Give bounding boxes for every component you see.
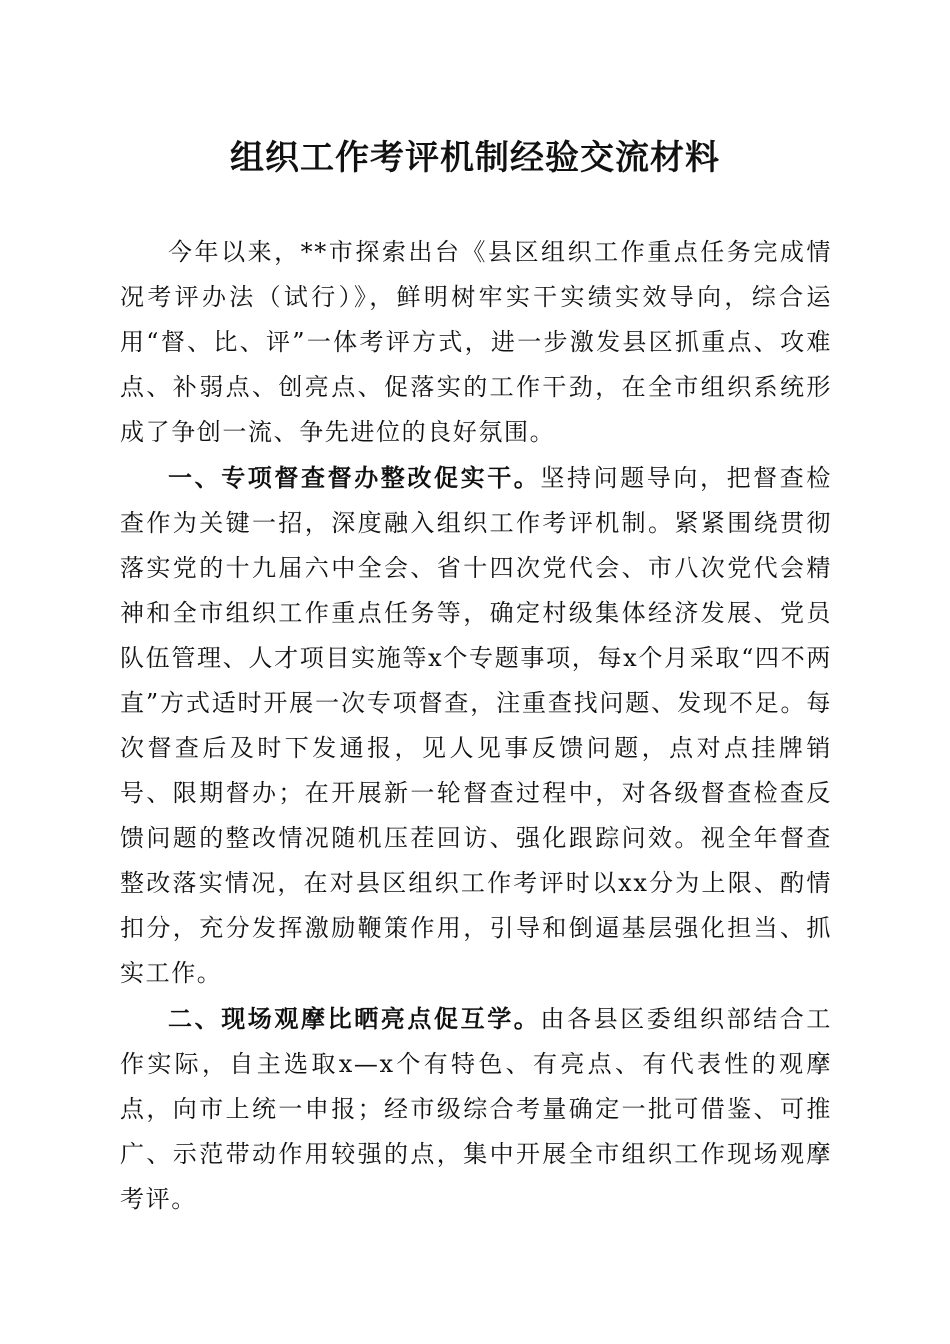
section-text-1: 坚持问题导向，把督查检查作为关键一招，深度融入组织工作考评机制。紧紧围绕贯彻落实党的十九届六中全会、省十四次党代会、市八次党代会精神和全市组织工作重点任务等，确定村级集体经济发展、党员队伍管理、人才项目实施等x个专题事项，每x个月采取“四不两直”方式适时开展一次专项督查，注重查找问题、发现不足。每次督查后及时下发通报，见人见事反馈问题，点对点挂牌销号、限期督办；在开展新一轮督查过程中，对各级督查检查反馈问题的整改情况随机压茬回访、强化跟踪问效。视全年督查整改落实情况，在对县区组织工作考评时以xx分为上限、酌情扣分，充分发挥激励鞭策作用，引导和倒逼基层强化担当、抓实工作。	[120, 464, 832, 987]
document-body	[120, 230, 832, 1222]
section-heading-2: 二、现场观摩比晒亮点促互学。	[168, 1004, 541, 1033]
section-paragraph-2	[120, 996, 832, 1222]
document-title: 组织工作考评机制经验交流材料	[230, 138, 720, 178]
intro-paragraph: 今年以来，**市探索出台《县区组织工作重点任务完成情况考评办法（试行）》，鲜明树牢实干实绩实效导向，综合运用“督、比、评”一体考评方式，进一步激发县区抓重点、攻难点、补弱点、创亮点、促落实的工作干劲，在全市组织系统形成了争创一流、争先进位的良好氛围。	[120, 238, 832, 446]
section-paragraph-1	[120, 455, 832, 996]
section-text-2: 由各县区委组织部结合工作实际，自主选取x—x个有特色、有亮点、有代表性的观摩点，向市上统一申报；经市级综合考量确定一批可借鉴、可推广、示范带动作用较强的点，集中开展全市组织工作现场观摩考评。	[120, 1005, 832, 1213]
section-heading-1: 一、专项督查督办整改促实干。	[168, 463, 541, 492]
